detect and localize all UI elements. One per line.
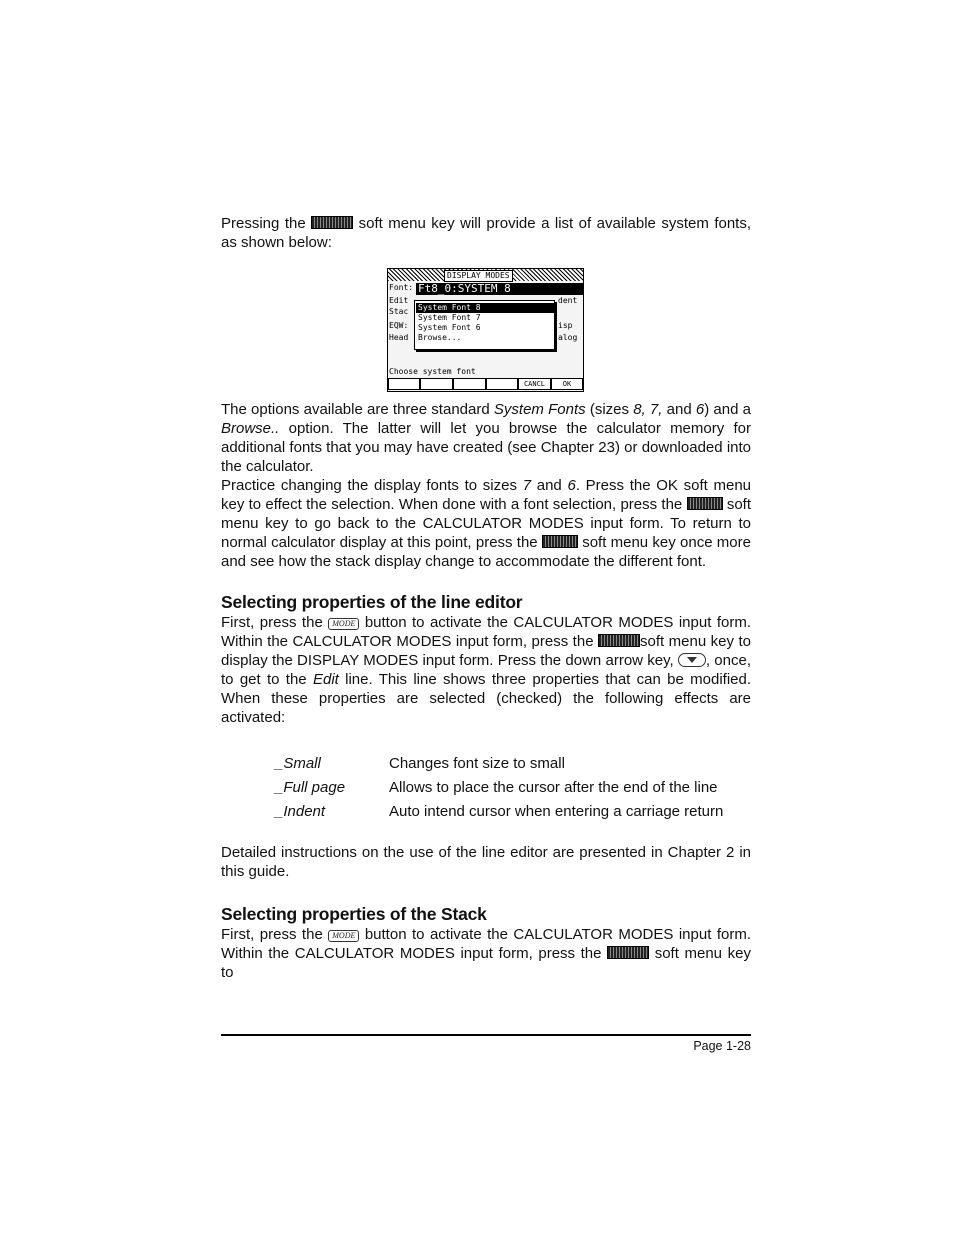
text: line. This line shows three properties that can be modified. When these properties are selected (checked) the following effects are activated: [221, 671, 751, 726]
text: and [536, 477, 562, 494]
disp-softkey-icon [598, 634, 640, 647]
section-heading-stack: Selecting properties of the Stack [221, 904, 487, 924]
paragraph-stack [221, 925, 751, 982]
text: soft menu key will provide a list of available system fonts, as shown below: [221, 215, 752, 251]
clock-label: alog [558, 333, 578, 342]
eqw-label: EQW: [389, 321, 409, 330]
text: 6 [567, 477, 576, 494]
text: (sizes [589, 401, 629, 418]
paragraph-options [221, 400, 751, 476]
text: soft menu key to go back to the CALCULATOR MODES input form. To return to normal calculator display at this point, press the [221, 496, 751, 551]
screen-title: DISPLAY MODES [444, 270, 513, 282]
paragraph-line-editor [221, 613, 751, 727]
text: , once, to get to the [221, 652, 751, 688]
definition-term: _Full page [275, 779, 346, 796]
text: soft menu key to [221, 945, 751, 981]
definition-row [275, 754, 755, 778]
footer-divider [221, 1034, 751, 1036]
text: 6 [695, 401, 705, 418]
text: button to activate the CALCULATOR MODES input form. Within the CALCULATOR MODES input form, press the [221, 926, 751, 962]
text: Edit [312, 671, 339, 688]
text: Pressing the [221, 215, 306, 232]
page-number: Page 1-28 [693, 1039, 751, 1053]
text: 7 [522, 477, 532, 494]
text: button to activate the CALCULATOR MODES input form. Within the CALCULATOR MODES input form, press the [221, 614, 751, 650]
font-field: Ft8_0:SYSTEM 8 [416, 283, 583, 295]
softkey-1[interactable] [389, 379, 419, 389]
definition-row [275, 778, 755, 802]
text: 8, 7, [633, 401, 663, 418]
text: option. The latter will let you browse the calculator memory for additional fonts that you may have created (see Chapter 23) or downloaded into the calculator. [221, 420, 751, 475]
document-body-3 [221, 843, 751, 982]
ok-softkey-icon [687, 497, 723, 510]
line-editor-properties [275, 754, 755, 826]
paragraph-detailed: Detailed instructions on the use of the line editor are presented in Chapter 2 in this guide. [221, 844, 751, 880]
font-label: Font: [389, 283, 414, 292]
list-item[interactable]: System Font 6 [418, 323, 481, 332]
definition-term: _Indent [275, 803, 326, 820]
disp-softkey-icon [607, 946, 649, 959]
paragraph-practice [221, 476, 751, 571]
cancel-softkey[interactable]: CANCL [519, 379, 550, 389]
font-choose-list[interactable] [414, 300, 555, 350]
text: ) and a [704, 401, 751, 418]
definition-desc: Changes font size to small [389, 755, 565, 772]
calculator-screen [387, 268, 584, 392]
screen-prompt: Choose system font [389, 367, 476, 376]
section-heading-line-editor: Selecting properties of the line editor [221, 592, 523, 612]
softkey-3[interactable] [454, 379, 485, 389]
header-label: Head [389, 333, 409, 342]
mode-key-icon: MODE [328, 618, 359, 630]
indent-label: dent [558, 296, 578, 305]
text: The options available are three standard [221, 401, 490, 418]
text: System Fonts [493, 401, 586, 418]
list-item[interactable]: System Font 7 [418, 313, 481, 322]
text: soft menu key to display the DISPLAY MODES input form. Press the down arrow key, [221, 633, 752, 669]
text: First, press the [221, 614, 323, 631]
definition-term: _Small [275, 755, 321, 772]
document-body [221, 214, 751, 252]
text: and [666, 401, 692, 418]
choos-softkey-icon [311, 216, 353, 229]
list-item[interactable]: System Font 8 [416, 303, 554, 313]
ok-softkey[interactable]: OK [552, 379, 582, 389]
down-arrow-key-icon [678, 653, 706, 667]
text: Practice changing the display fonts to sizes [221, 477, 517, 494]
text: soft menu key once more and see how the stack display change to accommodate the different font. [221, 534, 751, 570]
text: . Press the OK soft menu key to effect the selection. When done with a font selection, press the [221, 477, 752, 513]
text: First, press the [221, 926, 323, 943]
document-body-2 [221, 400, 751, 727]
text: Browse.. [221, 420, 280, 437]
ok-softkey-icon [542, 535, 578, 548]
list-item[interactable]: Browse... [418, 333, 462, 342]
definition-row [275, 802, 755, 826]
paragraph-intro [221, 214, 751, 252]
display-label: isp [558, 321, 573, 330]
mode-key-icon: MODE [328, 930, 359, 942]
stack-label: Stac [389, 307, 409, 316]
softkey-4[interactable] [487, 379, 517, 389]
softkey-2[interactable] [421, 379, 452, 389]
edit-label: Edit [389, 296, 409, 305]
definition-desc: Auto intend cursor when entering a carriage return [389, 803, 724, 820]
definition-desc: Allows to place the cursor after the end of the line [389, 779, 718, 796]
